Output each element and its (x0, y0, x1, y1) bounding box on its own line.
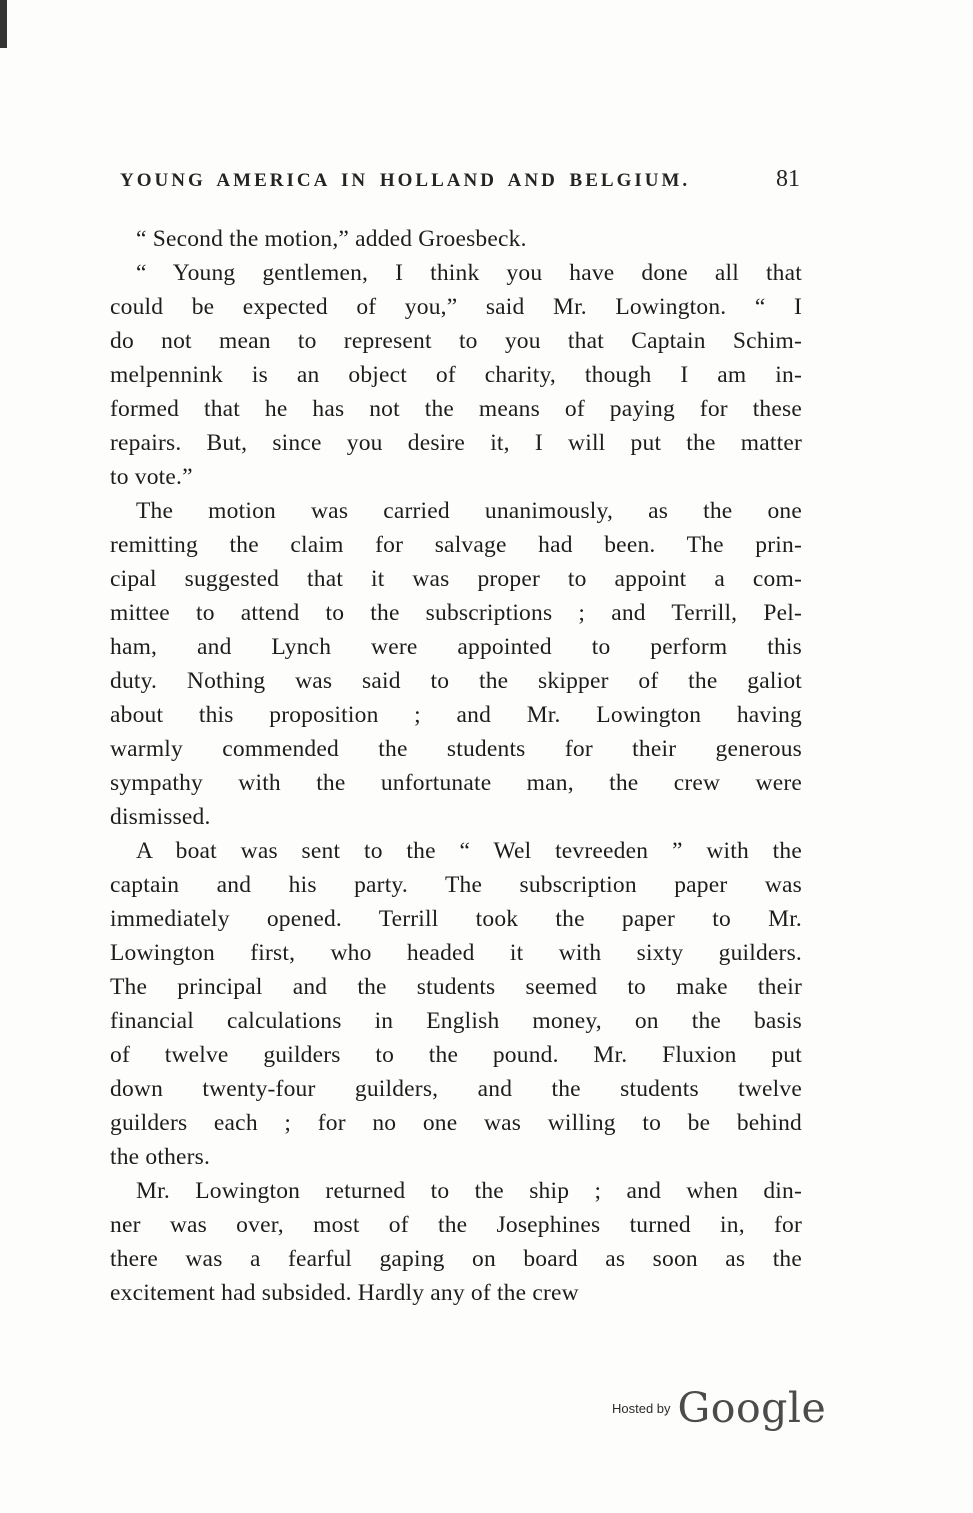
text-line: remitting the claim for salvage had been. The prin- (110, 532, 802, 558)
text-line: the others. (110, 1144, 211, 1170)
text-line: sympathy with the unfortunate man, the crew were (110, 770, 802, 796)
paragraph (110, 834, 802, 1174)
text-line: duty. Nothing was said to the skipper of the galiot (110, 668, 802, 694)
text-line: Lowington first, who headed it with sixty guilders. (110, 940, 802, 966)
text-line: financial calculations in English money, on the basis (110, 1008, 802, 1034)
page-header (120, 166, 800, 193)
paragraph (110, 256, 802, 494)
paragraph (110, 222, 802, 256)
text-line: about this proposition ; and Mr. Lowington having (110, 702, 802, 728)
page-number: 81 (776, 166, 800, 192)
page-body (110, 222, 802, 1310)
paragraph (110, 1174, 802, 1310)
text-line: of twelve guilders to the pound. Mr. Fluxion put (110, 1042, 802, 1068)
text-line: do not mean to represent to you that Captain Schim- (110, 328, 802, 354)
text-line: there was a fearful gaping on board as soon as the (110, 1246, 802, 1272)
text-line: warmly commended the students for their generous (110, 736, 802, 762)
text-line: dismissed. (110, 804, 211, 830)
text-line: A boat was sent to the “ Wel tevreeden ” with the (136, 838, 802, 864)
text-line: The principal and the students seemed to make their (110, 974, 802, 1000)
text-line: excitement had subsided. Hardly any of the crew (110, 1280, 579, 1306)
text-line: formed that he has not the means of paying for these (110, 396, 802, 422)
text-line: down twenty-four guilders, and the students twelve (110, 1076, 802, 1102)
paragraph (110, 494, 802, 834)
text-line: ner was over, most of the Josephines turned in, for (110, 1212, 802, 1238)
text-line: guilders each ; for no one was willing to be behind (110, 1110, 802, 1136)
text-line: “ Second the motion,” added Groesbeck. (136, 226, 527, 252)
text-line: cipal suggested that it was proper to appoint a com- (110, 566, 802, 592)
google-logo: Google (677, 1384, 827, 1432)
text-line: captain and his party. The subscription paper was (110, 872, 802, 898)
text-line: mittee to attend to the subscriptions ; and Terrill, Pel- (110, 600, 802, 626)
text-line: ham, and Lynch were appointed to perform this (110, 634, 802, 660)
text-line: Mr. Lowington returned to the ship ; and when din- (136, 1178, 802, 1204)
text-line: melpennink is an object of charity, though I am in- (110, 362, 802, 388)
text-line: could be expected of you,” said Mr. Lowington. “ I (110, 294, 802, 320)
google-stamp (612, 1384, 827, 1432)
text-line: repairs. But, since you desire it, I will put the matter (110, 430, 802, 456)
running-title: YOUNG AMERICA IN HOLLAND AND BELGIUM. (120, 170, 691, 191)
hosted-by-label: Hosted by (612, 1401, 671, 1416)
text-line: “ Young gentlemen, I think you have done all that (136, 260, 802, 286)
scan-artifact (0, 0, 7, 48)
text-line: immediately opened. Terrill took the paper to Mr. (110, 906, 802, 932)
text-line: The motion was carried unanimously, as the one (136, 498, 802, 524)
text-line: to vote.” (110, 464, 193, 490)
